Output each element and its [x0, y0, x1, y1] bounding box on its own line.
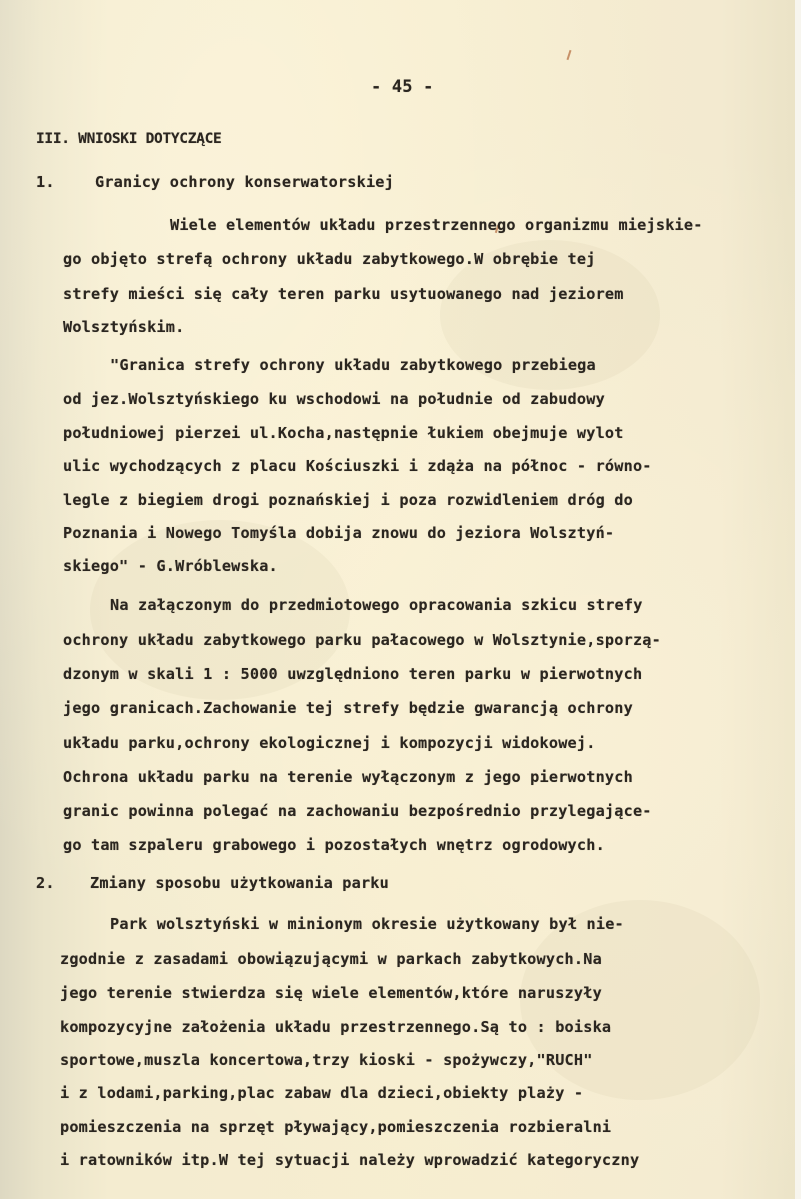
text-line: legle z biegiem drogi poznańskiej i poza rozwidleniem dróg do [63, 491, 633, 509]
text-line: strefy mieści się cały teren parku usytuowanego nad jeziorem [63, 285, 624, 303]
text-line: ulic wychodzących z placu Kościuszki i zdąża na północ - równo- [63, 457, 652, 475]
text-line: Ochrona układu parku na terenie wyłączonym z jego pierwotnych [63, 768, 633, 786]
text-line: układu parku,ochrony ekologicznej i kompozycji widokowej. [63, 734, 596, 752]
text-line: kompozycyjne założenia układu przestrzennego.Są to : boiska [60, 1018, 612, 1036]
text-line: jego granicach.Zachowanie tej strefy będzie gwarancją ochrony [63, 699, 633, 717]
text-line: Poznania i Nowego Tomyśla dobija znowu do jeziora Wolsztyń- [63, 524, 615, 542]
subsection-title: Zmiany sposobu użytkowania parku [90, 874, 389, 892]
subsection-title: Granicy ochrony konserwatorskiej [95, 173, 394, 191]
text-line: i z lodami,parking,plac zabaw dla dzieci,obiekty plaży - [60, 1084, 584, 1102]
text-line: Na załączonym do przedmiotowego opracowania szkicu strefy [110, 596, 643, 614]
text-line: Wolsztyńskim. [63, 318, 185, 336]
text-line: sportowe,muszla koncertowa,trzy kioski - spożywczy,"RUCH" [60, 1051, 593, 1069]
text-line: pomieszczenia na sprzęt pływający,pomieszczenia rozbieralni [60, 1118, 612, 1136]
text-line: skiego" - G.Wróblewska. [63, 557, 278, 575]
ink-mark [567, 50, 572, 60]
text-line: Park wolsztyński w minionym okresie użytkowany był nie- [110, 915, 624, 933]
text-line: południowej pierzei ul.Kocha,następnie łukiem obejmuje wylot [63, 424, 624, 442]
subsection-number: 1. [36, 173, 55, 191]
text-line: od jez.Wolsztyńskiego ku wschodowi na południe od zabudowy [63, 390, 605, 408]
text-line: jego terenie stwierdza się wiele elementów,które naruszyły [60, 984, 602, 1002]
text-line: zgodnie z zasadami obowiązującymi w parkach zabytkowych.Na [60, 950, 602, 968]
text-line: dzonym w skali 1 : 5000 uwzględniono teren parku w pierwotnych [63, 665, 643, 683]
text-line: ochrony układu zabytkowego parku pałacowego w Wolsztynie,sporzą- [63, 631, 661, 649]
scan-edge [795, 0, 801, 1199]
text-line: go objęto strefą ochrony układu zabytkowego.W obrębie tej [63, 250, 596, 268]
text-line: Wiele elementów układu przestrzennego organizmu miejskie- [170, 216, 703, 234]
text-line: granic powinna polegać na zachowaniu bezpośrednio przylegające- [63, 802, 652, 820]
subsection-number: 2. [36, 874, 55, 892]
text-line: "Granica strefy ochrony układu zabytkowego przebiega [110, 356, 596, 374]
page-number: - 45 - [371, 77, 434, 97]
text-line: i ratowników itp.W tej sytuacji należy wprowadzić kategoryczny [60, 1151, 640, 1169]
text-line: go tam szpaleru grabowego i pozostałych wnętrz ogrodowych. [63, 836, 605, 854]
section-heading: III. WNIOSKI DOTYCZĄCE [36, 131, 222, 147]
